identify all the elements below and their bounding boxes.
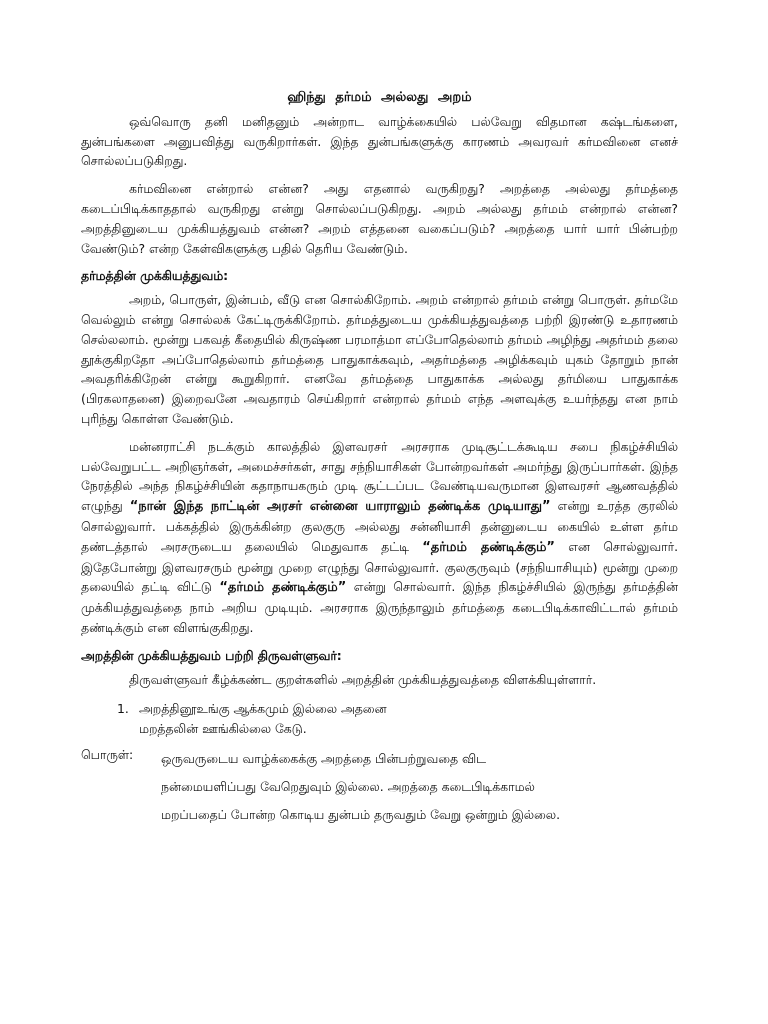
meaning-text bbox=[161, 745, 560, 829]
meaning-label: பொருள்: bbox=[81, 746, 134, 762]
kural-line-1 bbox=[117, 699, 678, 719]
dharma-punishes-quote-2: “தர்மம் தண்டிக்கும்” bbox=[219, 580, 347, 596]
meaning-line-1: ஒருவருடைய வாழ்க்கைக்கு அறத்தை பின்பற்றுவதை விட bbox=[161, 750, 486, 766]
kural-number: 1. bbox=[117, 701, 129, 717]
coronation-text-3: என சொல்லுவார். இதேபோன்று இளவரசரும் மூன்று முறை எழுந்து சொல்லுவார். குலகுருவும் (சந்நியாசியும்) மூன்று முறை தலையில் தட்டி விட்டு bbox=[81, 538, 679, 595]
coronation-paragraph bbox=[81, 437, 678, 638]
dharma-punishes-quote-1: “தர்மம் தண்டிக்கும்” bbox=[422, 539, 555, 555]
coronation-text-2: என்று உரத்த குரலில் சொல்லுவார். பக்கத்தில் இருக்கின்ற குலகுரு அல்லது சன்னியாசி தன்னுடைய கையில் உள்ள தர்ம தண்டத்தால் அரசருடைய தலையில் மெதுவாக தட்டி bbox=[81, 498, 678, 554]
section-heading-dharma: தர்மத்தின் முக்கியத்துவம்: bbox=[81, 268, 229, 284]
kural-meaning bbox=[81, 745, 678, 829]
coronation-text-1: மன்னராட்சி நடக்கும் காலத்தில் இளவரசா் அரசராக முடிசூட்டக்கூடிய சபை நிகழ்ச்சியில் பல்வேறுபட்ட அறிஞர்கள், அமைச்சர்கள், சாது சந்நியாசிகள் போன்றவர்கள் அமர்ந்து இருப்பார்கள். இந்த நேரத்தில் அந்த நிகழ்ச்சியின் கதாநாயகரும் முடி சூட்டப்பட வேண்டியவருமான இளவரசர் ஆணவத்தில் எழுந்து bbox=[81, 438, 678, 514]
section-heading-aram: அறத்தின் முக்கியத்துவம் பற்றி திருவள்ளுவர்: bbox=[81, 647, 342, 663]
meaning-line-3: மறப்பதைப் போன்ற கொடிய துன்பம் தருவதும் வேறு ஒன்றும் இல்லை. bbox=[161, 806, 561, 822]
kural-line-1-text: அறத்தினூஉங்கு ஆக்கமும் இல்லை அதனை bbox=[139, 701, 387, 717]
coronation-text-4: என்று சொல்வார். இந்த நிகழ்ச்சியில் இருந்து தர்மத்தின் முக்கியத்துவத்தை நாம் அறிய முடியும். அரசராக இருந்தாலும் தர்மத்தை கடைபிடிக்காவிட்டால் தர்மம் தண்டிக்கும் என விளங்குகிறது. bbox=[81, 579, 679, 635]
kural-verse bbox=[117, 699, 678, 739]
prince-quote: “நான் இந்த நாட்டின் அரசர் என்னை யாராலும் தண்டிக்க முடியாது” bbox=[129, 499, 551, 515]
kural-line-2: மறத்தலின் ஊங்கில்லை கேடு. bbox=[139, 721, 307, 737]
thiruvalluvar-intro-paragraph: திருவள்ளுவர் கீழ்க்கண்ட குறள்களில் அறத்தின் முக்கியத்துவத்தை விளக்கியுள்ளார். bbox=[129, 671, 597, 687]
meaning-line-2: நன்மையளிப்பது வேறெதுவும் இல்லை. அறத்தை கடைபிடிக்காமல் bbox=[161, 778, 535, 794]
page-title: ஹிந்து தர்மம் அல்லது அறம் bbox=[287, 90, 472, 105]
dharma-importance-paragraph: அறம், பொருள், இன்பம், வீடு என சொல்கிறோம். அறம் என்றால் தர்மம் என்று பொருள். தர்மமே வெல்லும் என்று சொல்லக் கேட்டிருக்கிறோம். தர்மத்துடைய முக்கியத்துவத்தை பற்றி இரண்டு உதாரணம் செல்லலாம். மூன்று பகவத் கீதையில் கிருஷ்ண பரமாத்மா எப்போதெல்லாம் தர்மம் அழிந்து அதர்மம் தலை தூக்குகிறதோ அப்போதெல்லாம் தர்மத்தை பாதுகாக்கவும், அதர்மத்தை அழிக்கவும் யுகம் தோறும் நான் அவதரிக்கிறேன் என்று கூறுகிறார். எனவே தர்மத்தை பாதுகாக்க அல்லது தர்மியை பாதுகாக்க (பிரகலாதனை) இறைவனே அவதாரம் செய்கிறார் என்றால் தர்மம் எந்த அளவுக்கு உயர்ந்தது என நாம் புரிந்து கொள்ள வேண்டும். bbox=[81, 292, 678, 426]
intro-paragraph: ஒவ்வொரு தனி மனிதனும் அன்றாட வாழ்க்கையில் பல்வேறு விதமான கஷ்டங்களை, துன்பங்களை அனுபவித்து வருகிறார்கள். இந்த துன்பங்களுக்கு காரணம் அவரவர் கர்மவினை எனச் சொல்லப்படுகிறது. bbox=[81, 113, 678, 169]
karma-question-paragraph: கர்மவினை என்றால் என்ன? அது எதனால் வருகிறது? அறத்தை அல்லது தர்மத்தை கடைப்பிடிக்காததால் வருகிறது என்று சொல்லப்படுகிறது. அறம் அல்லது தர்மம் என்றால் என்ன? அறத்தினுடைய முக்கியத்துவம் என்ன? அறம் எத்தனை வகைப்படும்? அறத்தை யார் யார் பின்பற்ற வேண்டும்? என்ற கேள்விகளுக்கு பதில் தெரிய வேண்டும். bbox=[81, 181, 678, 256]
